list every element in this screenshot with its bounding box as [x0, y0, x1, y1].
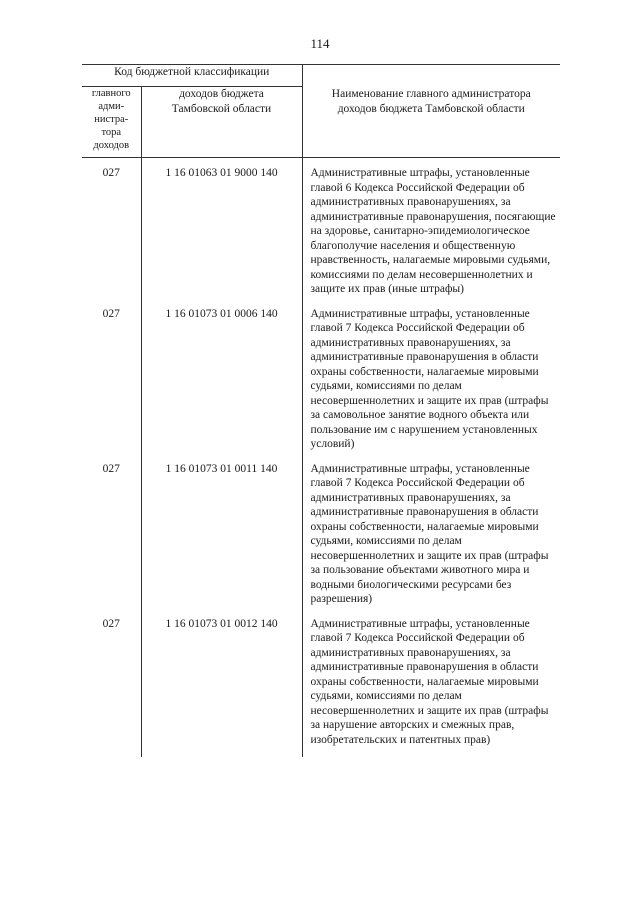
admin-code: 027	[82, 617, 141, 758]
income-name: Административные штрафы, установленные главой 6 Кодекса Российской Федерации об административных правонарушениях, за административные правонарушения, посягающие на здоровье, санитарно-эпидемиологическое благополучие населения и общественную нравственность, налагаемые мировыми судьями, комиссиями по делам несовершеннолетних и защите их прав (иные штрафы)	[310, 167, 556, 295]
header-name-column: Наименование главного администратора доходов бюджета Тамбовской области	[302, 87, 560, 158]
income-code: 1 16 01073 01 0011 140	[141, 462, 302, 617]
table-row	[82, 166, 560, 307]
income-name: Административные штрафы, установленные главой 7 Кодекса Российской Федерации об административных правонарушениях, за административные правонарушения в области охраны собственности, налагаемые мировыми судьями, комиссиями по делам несовершеннолетних и защите их прав (штрафы за самовольное занятие водного объекта или пользование им с нарушением установленных условий)	[310, 307, 549, 450]
admin-code: 027	[82, 307, 141, 462]
income-code: 1 16 01063 01 9000 140	[141, 166, 302, 307]
income-code: 1 16 01073 01 0012 140	[141, 617, 302, 758]
page-number: 114	[310, 36, 330, 51]
income-code: 1 16 01073 01 0006 140	[141, 307, 302, 462]
income-name: Административные штрафы, установленные главой 7 Кодекса Российской Федерации об административных правонарушениях, за административные правонарушения в области охраны собственности, налагаемые мировыми судьями, комиссиями по делам несовершеннолетних и защите их прав (штрафы за пользование объектами животного мира и водными биологическими ресурсами без разрешения)	[310, 462, 549, 605]
header-admin-column: главного адми- нистра- тора доходов	[82, 87, 141, 158]
table-row	[82, 307, 560, 462]
income-name: Административные штрафы, установленные главой 7 Кодекса Российской Федерации об административных правонарушениях, за административные правонарушения в области охраны собственности, налагаемые мировыми судьями, комиссиями по делам несовершеннолетних и защите их прав (штрафы за нарушение авторских и смежных прав, изобретательских и патентных прав)	[310, 617, 549, 746]
header-code-group: Код бюджетной классификации	[82, 65, 302, 87]
table-row	[82, 617, 560, 758]
admin-code: 027	[82, 166, 141, 307]
admin-code: 027	[82, 462, 141, 617]
budget-classification-table	[82, 64, 560, 757]
header-income-column: доходов бюджета Тамбовской области	[141, 87, 302, 158]
table-row	[82, 462, 560, 617]
